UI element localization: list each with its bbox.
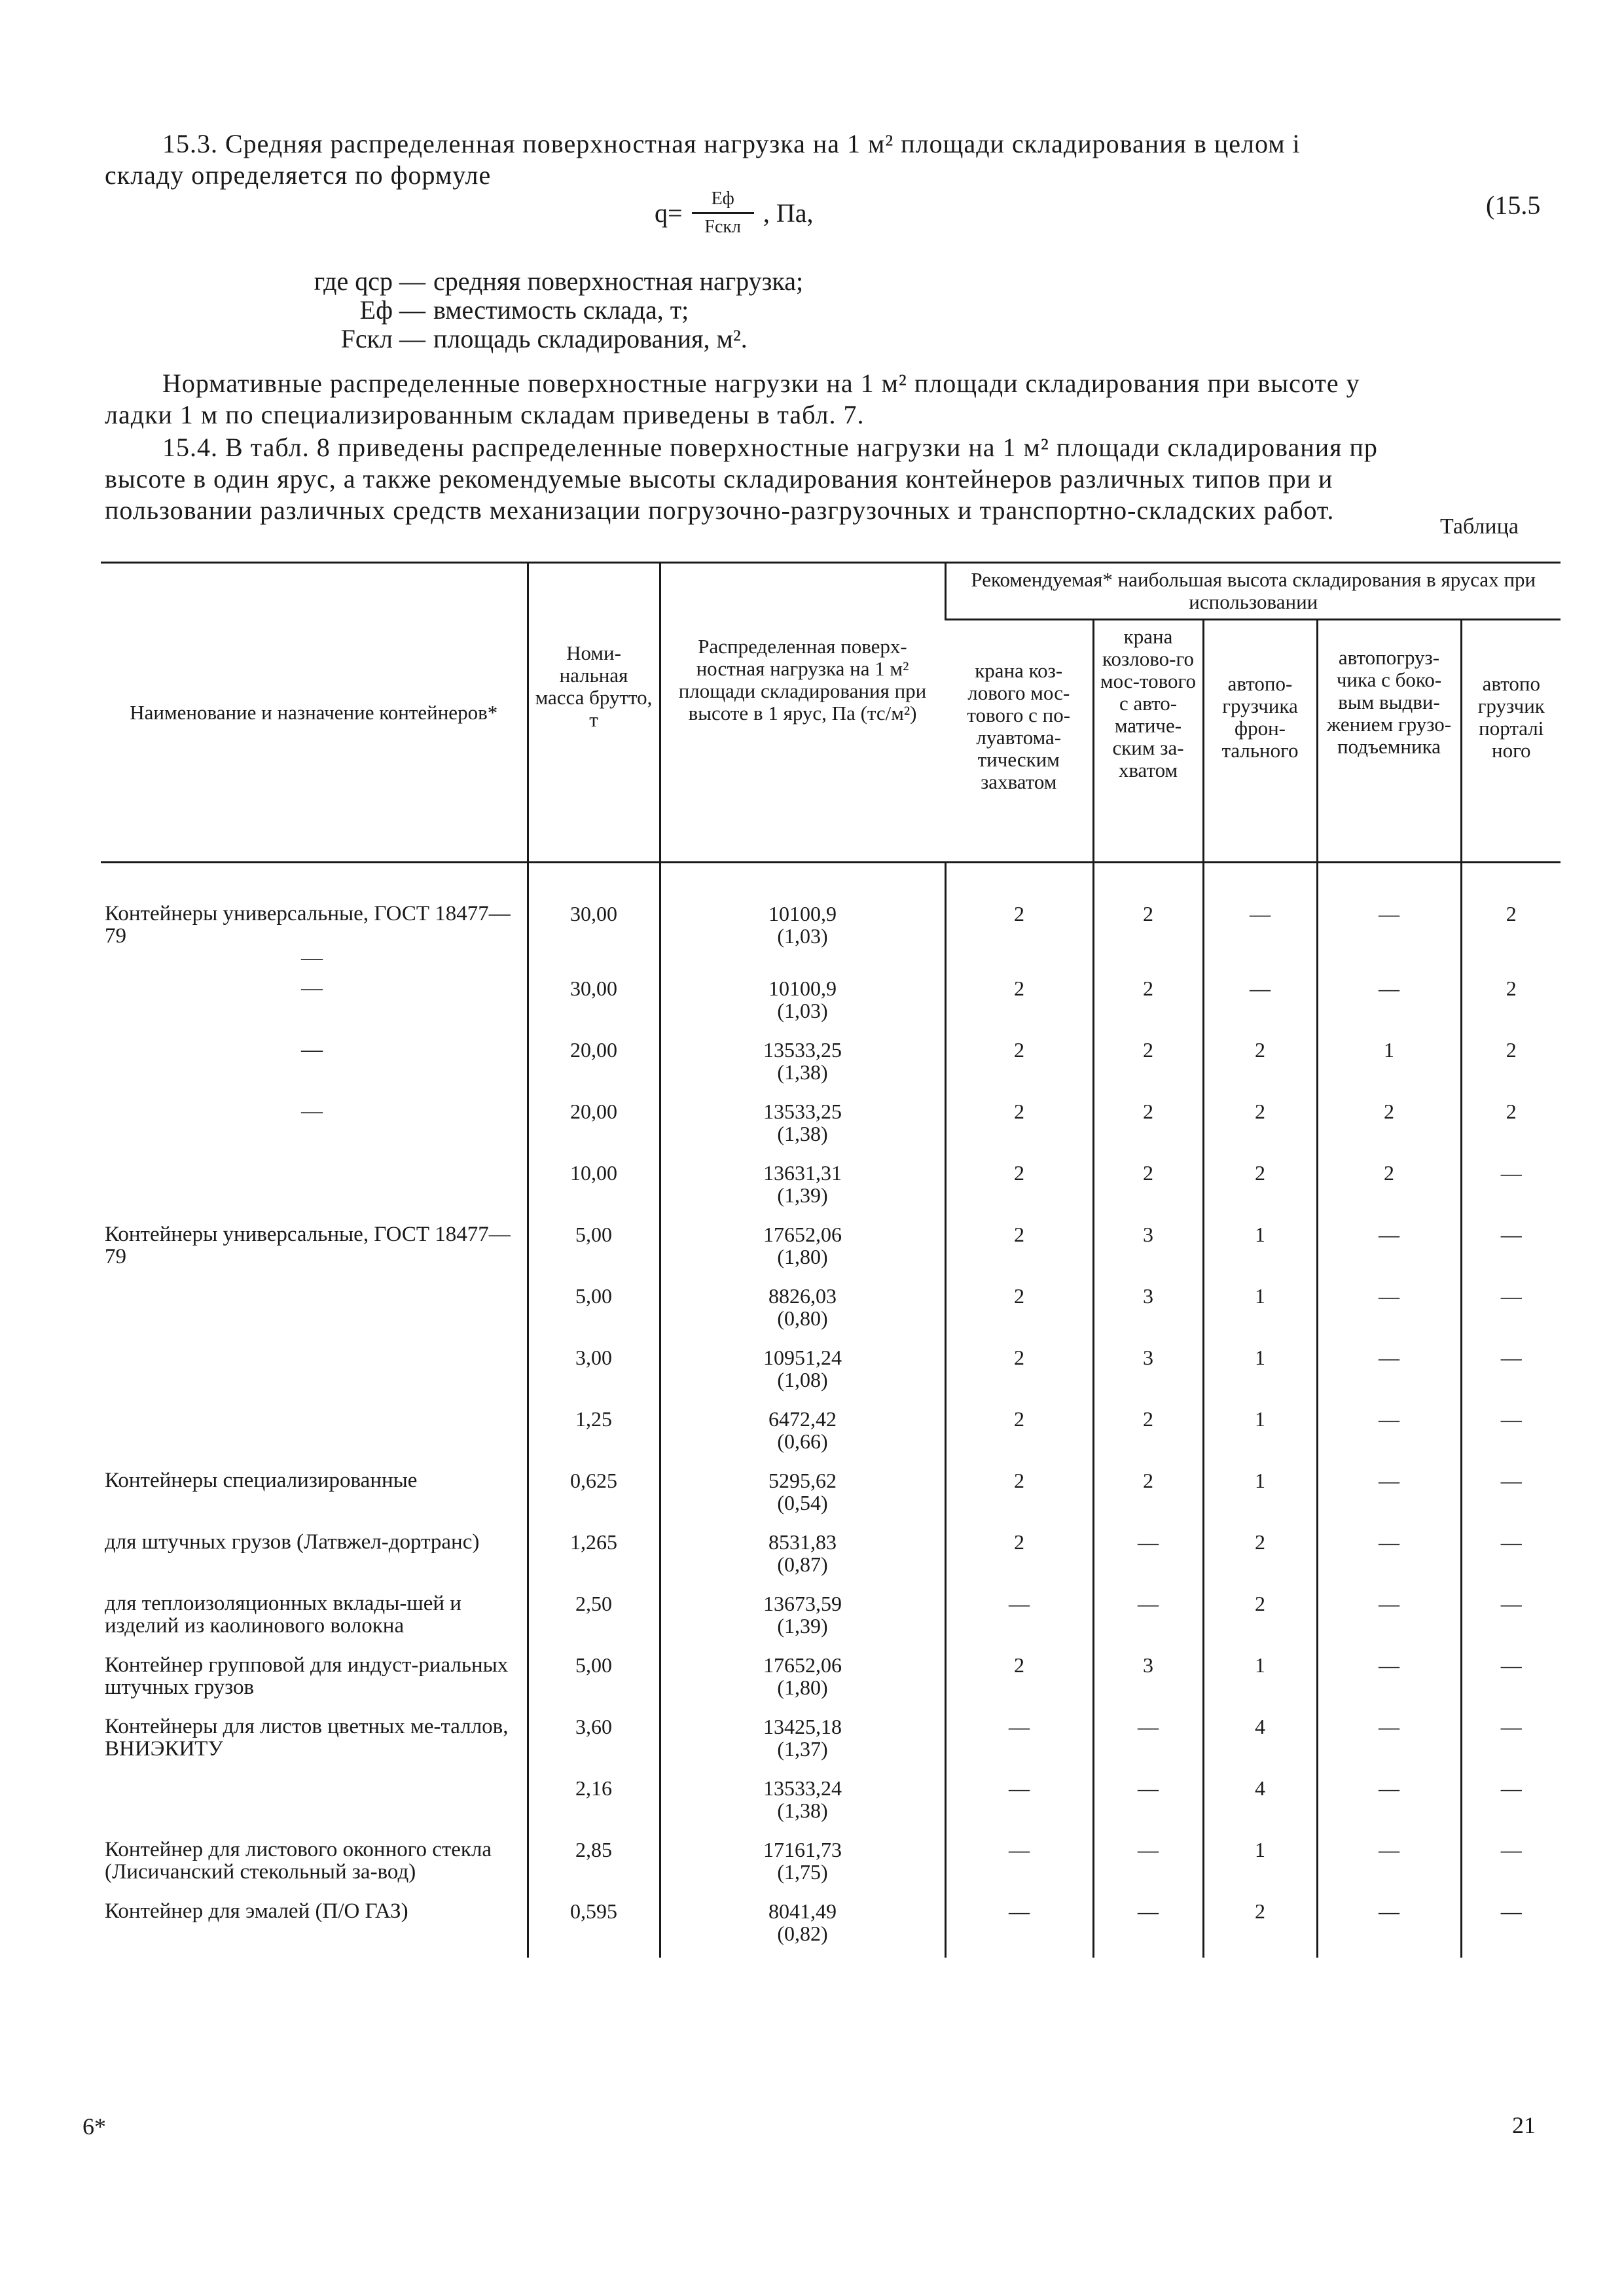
container-name: Контейнер групповой для индуст-риальных штучных грузов — [105, 1653, 509, 1699]
cell-height-h4: — — [1317, 1712, 1461, 1773]
cell-height-h3: 2 — [1203, 1527, 1317, 1588]
cell-name — [101, 1712, 528, 1773]
cell-height-h5: 2 — [1461, 973, 1561, 1035]
definition-row — [255, 296, 803, 325]
cell-load — [660, 1219, 945, 1281]
load-tcm2: (0,87) — [777, 1552, 828, 1576]
cell-mass: 20,00 — [528, 1096, 660, 1158]
cell-height-h5: — — [1461, 1650, 1561, 1712]
definition-text: средняя поверхностная нагрузка; — [433, 266, 804, 296]
definition-symbol: где qср — — [314, 266, 425, 296]
cell-height-h1: 2 — [945, 1158, 1093, 1219]
cell-mass: 10,00 — [528, 1158, 660, 1219]
cell-height-h5: 2 — [1461, 1035, 1561, 1096]
container-name: Контейнер для листового оконного стекла (Лисичанский стекольный за-вод) — [105, 1838, 492, 1884]
cell-load — [660, 1158, 945, 1219]
cell-mass: 20,00 — [528, 1035, 660, 1096]
table-row — [101, 1896, 1561, 1958]
load-pa: 13533,25 — [763, 1100, 842, 1123]
definition-row — [255, 267, 803, 296]
cell-mass: 3,00 — [528, 1342, 660, 1404]
cell-mass: 3,60 — [528, 1712, 660, 1773]
cell-load — [660, 1404, 945, 1465]
cell-height-h3: 2 — [1203, 1588, 1317, 1650]
container-name: для штучных грузов (Латвжел-дортранс) — [105, 1530, 480, 1554]
container-name: Контейнеры универсальные, ГОСТ 18477—79 — [105, 1223, 511, 1268]
load-tcm2: (0,54) — [777, 1491, 828, 1515]
load-tcm2: (1,39) — [777, 1183, 828, 1207]
cell-load — [660, 1465, 945, 1527]
formula-fraction — [692, 188, 754, 238]
load-pa: 8041,49 — [768, 1899, 837, 1923]
cell-height-h5: — — [1461, 1773, 1561, 1835]
load-tcm2: (1,38) — [777, 1122, 828, 1145]
cell-height-h4: — — [1317, 1404, 1461, 1465]
load-pa: 17161,73 — [763, 1838, 842, 1861]
cell-name — [101, 1465, 528, 1527]
table-row — [101, 1404, 1561, 1465]
containers-table — [101, 562, 1561, 1958]
cell-mass: 5,00 — [528, 1281, 660, 1342]
cell-mass: 2,85 — [528, 1835, 660, 1896]
cell-height-h5: — — [1461, 1465, 1561, 1527]
cell-height-h3: 1 — [1203, 1342, 1317, 1404]
table-row — [101, 1465, 1561, 1527]
cell-height-h1: 2 — [945, 1465, 1093, 1527]
definitions — [255, 267, 803, 353]
cell-height-h1: 2 — [945, 1527, 1093, 1588]
cell-height-h1: 2 — [945, 973, 1093, 1035]
cell-load — [660, 973, 945, 1035]
name-dash: — — [301, 1100, 323, 1123]
load-tcm2: (1,80) — [777, 1676, 828, 1699]
cell-name — [101, 1096, 528, 1158]
cell-height-h4: — — [1317, 1219, 1461, 1281]
load-tcm2: (1,39) — [777, 1614, 828, 1638]
cell-mass: 1,25 — [528, 1404, 660, 1465]
cell-height-h2: — — [1093, 1588, 1203, 1650]
cell-height-h3: 1 — [1203, 1465, 1317, 1527]
cell-mass: 5,00 — [528, 1219, 660, 1281]
cell-height-h5: — — [1461, 1342, 1561, 1404]
cell-height-h3: 1 — [1203, 1835, 1317, 1896]
table-row — [101, 1527, 1561, 1588]
header-group: Рекомендуемая* наибольшая высота складирования в ярусах при использовании — [945, 563, 1561, 620]
cell-height-h2: 3 — [1093, 1650, 1203, 1712]
cell-load — [660, 863, 945, 974]
section-15-3-line1: 15.3. Средняя распределенная поверхностная нагрузка на 1 м² площади складирования в целом і — [162, 129, 1301, 158]
cell-height-h3: — — [1203, 863, 1317, 974]
definition-symbol: Fскл — — [340, 324, 425, 353]
definition-text: площадь складирования, м². — [433, 324, 748, 353]
section-15-4-line2: высоте в один ярус, а также рекомендуемые высоты складирования контейнеров различных типов при и — [105, 464, 1333, 493]
cell-height-h3: 1 — [1203, 1650, 1317, 1712]
cell-height-h2: 2 — [1093, 863, 1203, 974]
normative-paragraph — [105, 368, 1545, 431]
cell-height-h2: — — [1093, 1712, 1203, 1773]
cell-height-h4: — — [1317, 1650, 1461, 1712]
header-h1: крана коз-лового мос-тового с по-луавтома-тическим захватом — [945, 620, 1093, 863]
load-pa: 13533,25 — [763, 1038, 842, 1062]
cell-height-h1: — — [945, 1588, 1093, 1650]
cell-name — [101, 1404, 528, 1465]
cell-height-h4: — — [1317, 1588, 1461, 1650]
cell-height-h3: 4 — [1203, 1712, 1317, 1773]
table-row — [101, 1342, 1561, 1404]
page-number: 21 — [1512, 2112, 1536, 2138]
cell-height-h3: — — [1203, 973, 1317, 1035]
cell-mass: 5,00 — [528, 1650, 660, 1712]
cell-name — [101, 1158, 528, 1219]
cell-height-h4: 2 — [1317, 1096, 1461, 1158]
cell-height-h4: 2 — [1317, 1158, 1461, 1219]
load-tcm2: (1,03) — [777, 924, 828, 948]
normative-line1: Нормативные распределенные поверхностные нагрузки на 1 м² площади складирования при высоте у — [162, 368, 1360, 398]
cell-load — [660, 1773, 945, 1835]
load-pa: 10100,9 — [768, 902, 837, 925]
header-h3: автопо-грузчика фрон-тального — [1203, 620, 1317, 863]
table-row — [101, 1712, 1561, 1773]
cell-height-h2: 2 — [1093, 1465, 1203, 1527]
table-row — [101, 973, 1561, 1035]
cell-load — [660, 1342, 945, 1404]
cell-height-h4: 1 — [1317, 1035, 1461, 1096]
table-row — [101, 1035, 1561, 1096]
cell-height-h5: — — [1461, 1527, 1561, 1588]
cell-height-h5: — — [1461, 1158, 1561, 1219]
cell-height-h1: — — [945, 1712, 1093, 1773]
section-15-4-line1: 15.4. В табл. 8 приведены распределенные поверхностные нагрузки на 1 м² площади складирования пр — [162, 433, 1378, 462]
table-header-row — [101, 563, 1561, 620]
cell-height-h1: 2 — [945, 1404, 1093, 1465]
cell-load — [660, 1096, 945, 1158]
container-name: Контейнер для эмалей (П/О ГАЗ) — [105, 1899, 408, 1923]
formula-unit: , Па, — [763, 198, 814, 228]
cell-load — [660, 1035, 945, 1096]
formula-denominator: Fскл — [704, 217, 741, 237]
cell-height-h5: 2 — [1461, 863, 1561, 974]
cell-height-h1: 2 — [945, 1096, 1093, 1158]
cell-name — [101, 1342, 528, 1404]
load-tcm2: (1,75) — [777, 1860, 828, 1884]
cell-height-h4: — — [1317, 1342, 1461, 1404]
table-row — [101, 1773, 1561, 1835]
cell-height-h1: 2 — [945, 863, 1093, 974]
cell-height-h2: 2 — [1093, 1096, 1203, 1158]
cell-height-h1: 2 — [945, 1650, 1093, 1712]
cell-mass: 2,16 — [528, 1773, 660, 1835]
table-label: Таблица — [1440, 514, 1519, 539]
normative-line2: ладки 1 м по специализированным складам приведены в табл. 7. — [105, 400, 865, 429]
cell-name — [101, 1773, 528, 1835]
cell-height-h4: — — [1317, 1896, 1461, 1958]
load-tcm2: (0,80) — [777, 1306, 828, 1330]
cell-height-h2: 2 — [1093, 973, 1203, 1035]
cell-height-h1: — — [945, 1773, 1093, 1835]
footer-signature: 6* — [82, 2113, 106, 2140]
cell-load — [660, 1712, 945, 1773]
table-body — [101, 863, 1561, 1958]
header-h4: автопогруз-чика с боко-вым выдви-жением грузо-подъемника — [1317, 620, 1461, 863]
load-tcm2: (1,03) — [777, 999, 828, 1022]
cell-load — [660, 1650, 945, 1712]
formula-lhs: q= — [655, 198, 683, 228]
cell-mass: 1,265 — [528, 1527, 660, 1588]
load-tcm2: (0,66) — [777, 1429, 828, 1453]
header-h5: автопо грузчик порталі ного — [1461, 620, 1561, 863]
header-h2: крана козлово-го мос-тового с авто-матиче-ским за-хватом — [1093, 620, 1203, 863]
cell-height-h1: — — [945, 1896, 1093, 1958]
cell-height-h3: 2 — [1203, 1158, 1317, 1219]
cell-height-h4: — — [1317, 1773, 1461, 1835]
cell-height-h4: — — [1317, 1527, 1461, 1588]
cell-height-h1: — — [945, 1835, 1093, 1896]
cell-load — [660, 1896, 945, 1958]
container-name: Контейнеры для листов цветных ме-таллов, ВНИЭКИТУ — [105, 1715, 509, 1761]
table-row — [101, 1096, 1561, 1158]
load-pa: 8531,83 — [768, 1530, 837, 1554]
cell-height-h2: — — [1093, 1896, 1203, 1958]
cell-name — [101, 1835, 528, 1896]
cell-height-h5: — — [1461, 1219, 1561, 1281]
cell-height-h3: 2 — [1203, 1035, 1317, 1096]
load-pa: 13533,24 — [763, 1776, 842, 1800]
cell-height-h2: 2 — [1093, 1404, 1203, 1465]
section-15-4 — [105, 432, 1545, 526]
cell-height-h3: 1 — [1203, 1219, 1317, 1281]
cell-mass: 30,00 — [528, 863, 660, 974]
cell-height-h3: 4 — [1203, 1773, 1317, 1835]
cell-mass: 30,00 — [528, 973, 660, 1035]
load-pa: 17652,06 — [763, 1223, 842, 1246]
cell-height-h5: — — [1461, 1896, 1561, 1958]
table-row — [101, 1650, 1561, 1712]
cell-load — [660, 1588, 945, 1650]
table-row — [101, 1835, 1561, 1896]
cell-height-h3: 1 — [1203, 1404, 1317, 1465]
cell-height-h5: — — [1461, 1404, 1561, 1465]
cell-name — [101, 1281, 528, 1342]
cell-height-h1: 2 — [945, 1342, 1093, 1404]
cell-height-h3: 1 — [1203, 1281, 1317, 1342]
definition-symbol: Eф — — [359, 295, 425, 325]
table-row — [101, 1219, 1561, 1281]
load-pa: 13425,18 — [763, 1715, 842, 1738]
load-pa: 10951,24 — [763, 1346, 842, 1369]
load-pa: 8826,03 — [768, 1284, 837, 1308]
cell-height-h2: 3 — [1093, 1342, 1203, 1404]
container-name: Контейнеры специализированные — [105, 1469, 418, 1492]
cell-name — [101, 1588, 528, 1650]
section-15-3 — [105, 128, 1545, 191]
load-pa: 6472,42 — [768, 1407, 837, 1431]
cell-name — [101, 1527, 528, 1588]
cell-height-h4: — — [1317, 863, 1461, 974]
container-name: Контейнеры универсальные, ГОСТ 18477—79 — [105, 902, 511, 948]
table-row — [101, 863, 1561, 974]
load-tcm2: (1,38) — [777, 1799, 828, 1822]
load-tcm2: (1,37) — [777, 1737, 828, 1761]
cell-height-h4: — — [1317, 973, 1461, 1035]
header-name: Наименование и назначение контейнеров* — [101, 563, 528, 863]
definition-row — [255, 325, 803, 353]
cell-mass: 0,625 — [528, 1465, 660, 1527]
table-row — [101, 1281, 1561, 1342]
section-15-4-line3: пользовании различных средств механизации погрузочно-разгрузочных и транспортно-складских работ. — [105, 495, 1335, 525]
cell-height-h5: — — [1461, 1835, 1561, 1896]
header-mass: Номи-нальная масса брутто, т — [528, 563, 660, 863]
table-row — [101, 1158, 1561, 1219]
formula — [655, 188, 813, 238]
cell-height-h2: 2 — [1093, 1035, 1203, 1096]
name-dash: — — [301, 946, 323, 970]
cell-height-h1: 2 — [945, 1281, 1093, 1342]
cell-mass: 2,50 — [528, 1588, 660, 1650]
formula-number: (15.5 — [1486, 190, 1541, 220]
load-pa: 17652,06 — [763, 1653, 842, 1677]
cell-height-h4: — — [1317, 1281, 1461, 1342]
cell-name — [101, 863, 528, 974]
cell-load — [660, 1835, 945, 1896]
cell-height-h2: — — [1093, 1835, 1203, 1896]
cell-height-h4: — — [1317, 1835, 1461, 1896]
cell-height-h2: 3 — [1093, 1219, 1203, 1281]
load-pa: 13631,31 — [763, 1161, 842, 1185]
cell-name — [101, 1035, 528, 1096]
cell-name — [101, 1219, 528, 1281]
load-tcm2: (1,80) — [777, 1245, 828, 1268]
cell-height-h1: 2 — [945, 1219, 1093, 1281]
cell-height-h2: 3 — [1093, 1281, 1203, 1342]
cell-load — [660, 1281, 945, 1342]
cell-height-h4: — — [1317, 1465, 1461, 1527]
load-tcm2: (1,38) — [777, 1060, 828, 1084]
cell-height-h5: 2 — [1461, 1096, 1561, 1158]
name-dash: — — [301, 1038, 323, 1062]
section-15-3-line2: складу определяется по формуле — [105, 160, 492, 190]
definition-text: вместимость склада, т; — [433, 295, 689, 325]
table-row — [101, 1588, 1561, 1650]
cell-height-h2: 2 — [1093, 1158, 1203, 1219]
load-tcm2: (0,82) — [777, 1922, 828, 1945]
cell-height-h1: 2 — [945, 1035, 1093, 1096]
cell-height-h5: — — [1461, 1712, 1561, 1773]
cell-name — [101, 1650, 528, 1712]
name-dash: — — [301, 977, 323, 1000]
load-pa: 5295,62 — [768, 1469, 837, 1492]
cell-name — [101, 973, 528, 1035]
cell-height-h5: — — [1461, 1281, 1561, 1342]
cell-mass: 0,595 — [528, 1896, 660, 1958]
header-load: Распределенная поверх-ностная нагрузка на 1 м² площади складирования при высоте в 1 ярус, Па (тс/м²) — [660, 563, 945, 863]
cell-height-h5: — — [1461, 1588, 1561, 1650]
cell-height-h2: — — [1093, 1527, 1203, 1588]
cell-height-h3: 2 — [1203, 1896, 1317, 1958]
container-name: для теплоизоляционных вклады-шей и изделий из каолинового волокна — [105, 1592, 461, 1638]
load-tcm2: (1,08) — [777, 1368, 828, 1391]
cell-name — [101, 1896, 528, 1958]
formula-numerator: Eф — [692, 188, 754, 214]
load-pa: 10100,9 — [768, 977, 837, 1000]
cell-height-h2: — — [1093, 1773, 1203, 1835]
cell-height-h3: 2 — [1203, 1096, 1317, 1158]
cell-load — [660, 1527, 945, 1588]
load-pa: 13673,59 — [763, 1592, 842, 1615]
